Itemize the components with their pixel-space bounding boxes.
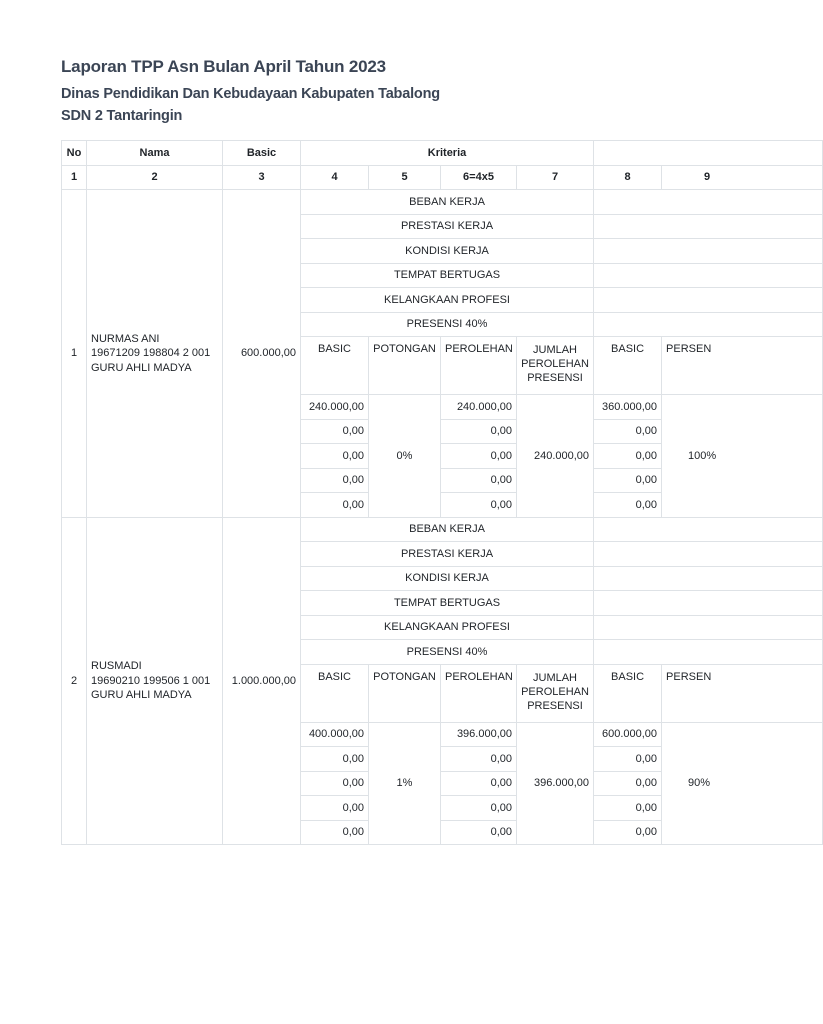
subheader-potongan: POTONGAN <box>369 664 441 722</box>
basic2-value: 0,00 <box>594 747 662 772</box>
subheader-perolehan: PEROLEHAN <box>441 664 517 722</box>
subheader-perolehan: PEROLEHAN <box>441 337 517 395</box>
basic2-value: 600.000,00 <box>594 722 662 747</box>
subheader-potongan: POTONGAN <box>369 337 441 395</box>
basic-amount: 600.000,00 <box>223 190 301 518</box>
employee-cell <box>87 517 223 845</box>
criteria-extra <box>594 263 823 288</box>
presensi-basic: 0,00 <box>301 493 369 518</box>
presensi-basic: 400.000,00 <box>301 722 369 747</box>
criteria-extra <box>594 640 823 665</box>
criteria-extra <box>594 312 823 337</box>
school-name: SDN 2 Tantaringin <box>61 108 183 124</box>
col-number: 5 <box>369 165 441 190</box>
employee-name: RUSMADI <box>91 660 142 672</box>
agency-name: Dinas Pendidikan Dan Kebudayaan Kabupaten Tabalong <box>61 86 440 102</box>
subheader-persen: PERSEN <box>662 664 823 722</box>
criteria-label: KELANGKAAN PROFESI <box>301 615 594 640</box>
persen-value: 100% <box>662 395 823 518</box>
basic-amount: 1.000.000,00 <box>223 517 301 845</box>
criteria-label: KONDISI KERJA <box>301 566 594 591</box>
row-no: 2 <box>62 517 87 845</box>
criteria-extra <box>594 190 823 215</box>
presensi-basic: 0,00 <box>301 771 369 796</box>
criteria-extra <box>594 239 823 264</box>
table-row <box>62 190 823 215</box>
subheader-jumlah: JUMLAH PEROLEHAN PRESENSI <box>517 337 594 395</box>
perolehan-value: 0,00 <box>441 419 517 444</box>
basic2-value: 0,00 <box>594 820 662 845</box>
subheader-persen: PERSEN <box>662 337 823 395</box>
presensi-basic: 0,00 <box>301 796 369 821</box>
table-row <box>62 517 823 542</box>
header-basic: Basic <box>223 141 301 166</box>
header-kriteria: Kriteria <box>301 141 594 166</box>
presensi-basic: 0,00 <box>301 419 369 444</box>
basic2-value: 0,00 <box>594 419 662 444</box>
criteria-extra <box>594 542 823 567</box>
header-nama: Nama <box>87 141 223 166</box>
header-empty <box>594 141 823 166</box>
report-title: Laporan TPP Asn Bulan April Tahun 2023 <box>61 57 386 76</box>
basic2-value: 360.000,00 <box>594 395 662 420</box>
col-number: 9 <box>662 165 823 190</box>
criteria-extra <box>594 566 823 591</box>
column-number-row <box>62 165 823 190</box>
col-number: 3 <box>223 165 301 190</box>
perolehan-value: 0,00 <box>441 796 517 821</box>
perolehan-value: 0,00 <box>441 468 517 493</box>
header-no: No <box>62 141 87 166</box>
jumlah-value: 240.000,00 <box>517 395 594 518</box>
employee-nip: 19690210 199506 1 001 <box>91 674 211 687</box>
presensi-basic: 0,00 <box>301 747 369 772</box>
tpp-table-container[interactable] <box>61 140 717 840</box>
potongan-value: 1% <box>369 722 441 845</box>
criteria-extra <box>594 288 823 313</box>
basic2-value: 0,00 <box>594 771 662 796</box>
basic2-value: 0,00 <box>594 796 662 821</box>
criteria-label: TEMPAT BERTUGAS <box>301 591 594 616</box>
tpp-table <box>61 140 823 845</box>
criteria-label: PRESENSI 40% <box>301 640 594 665</box>
criteria-label: PRESENSI 40% <box>301 312 594 337</box>
employee-cell <box>87 190 223 518</box>
col-number: 6=4x5 <box>441 165 517 190</box>
row-no: 1 <box>62 190 87 518</box>
criteria-extra <box>594 214 823 239</box>
basic2-value: 0,00 <box>594 493 662 518</box>
criteria-label: KONDISI KERJA <box>301 239 594 264</box>
employee-nip: 19671209 198804 2 001 <box>91 347 211 359</box>
presensi-basic: 0,00 <box>301 468 369 493</box>
col-number: 2 <box>87 165 223 190</box>
basic2-value: 0,00 <box>594 444 662 469</box>
subheader-basic2: BASIC <box>594 337 662 395</box>
header-row <box>62 141 823 166</box>
potongan-value: 0% <box>369 395 441 518</box>
criteria-extra <box>594 591 823 616</box>
criteria-extra <box>594 615 823 640</box>
col-number: 8 <box>594 165 662 190</box>
persen-value: 90% <box>662 722 823 845</box>
perolehan-value: 396.000,00 <box>441 722 517 747</box>
perolehan-value: 0,00 <box>441 747 517 772</box>
presensi-basic: 240.000,00 <box>301 395 369 420</box>
criteria-label: TEMPAT BERTUGAS <box>301 263 594 288</box>
subheader-basic: BASIC <box>301 337 369 395</box>
subheader-basic: BASIC <box>301 664 369 722</box>
perolehan-value: 0,00 <box>441 444 517 469</box>
criteria-label: KELANGKAAN PROFESI <box>301 288 594 313</box>
subheader-basic2: BASIC <box>594 664 662 722</box>
presensi-basic: 0,00 <box>301 444 369 469</box>
criteria-extra <box>594 517 823 542</box>
perolehan-value: 0,00 <box>441 771 517 796</box>
perolehan-value: 240.000,00 <box>441 395 517 420</box>
basic2-value: 0,00 <box>594 468 662 493</box>
criteria-label: PRESTASI KERJA <box>301 214 594 239</box>
criteria-label: BEBAN KERJA <box>301 517 594 542</box>
col-number: 1 <box>62 165 87 190</box>
perolehan-value: 0,00 <box>441 493 517 518</box>
perolehan-value: 0,00 <box>441 820 517 845</box>
employee-position: GURU AHLI MADYA <box>91 361 192 374</box>
col-number: 7 <box>517 165 594 190</box>
employee-position: GURU AHLI MADYA <box>91 689 192 701</box>
presensi-basic: 0,00 <box>301 820 369 845</box>
jumlah-value: 396.000,00 <box>517 722 594 845</box>
criteria-label: BEBAN KERJA <box>301 190 594 215</box>
subheader-jumlah: JUMLAH PEROLEHAN PRESENSI <box>517 664 594 722</box>
col-number: 4 <box>301 165 369 190</box>
criteria-label: PRESTASI KERJA <box>301 542 594 567</box>
employee-name: NURMAS ANI <box>91 332 160 345</box>
